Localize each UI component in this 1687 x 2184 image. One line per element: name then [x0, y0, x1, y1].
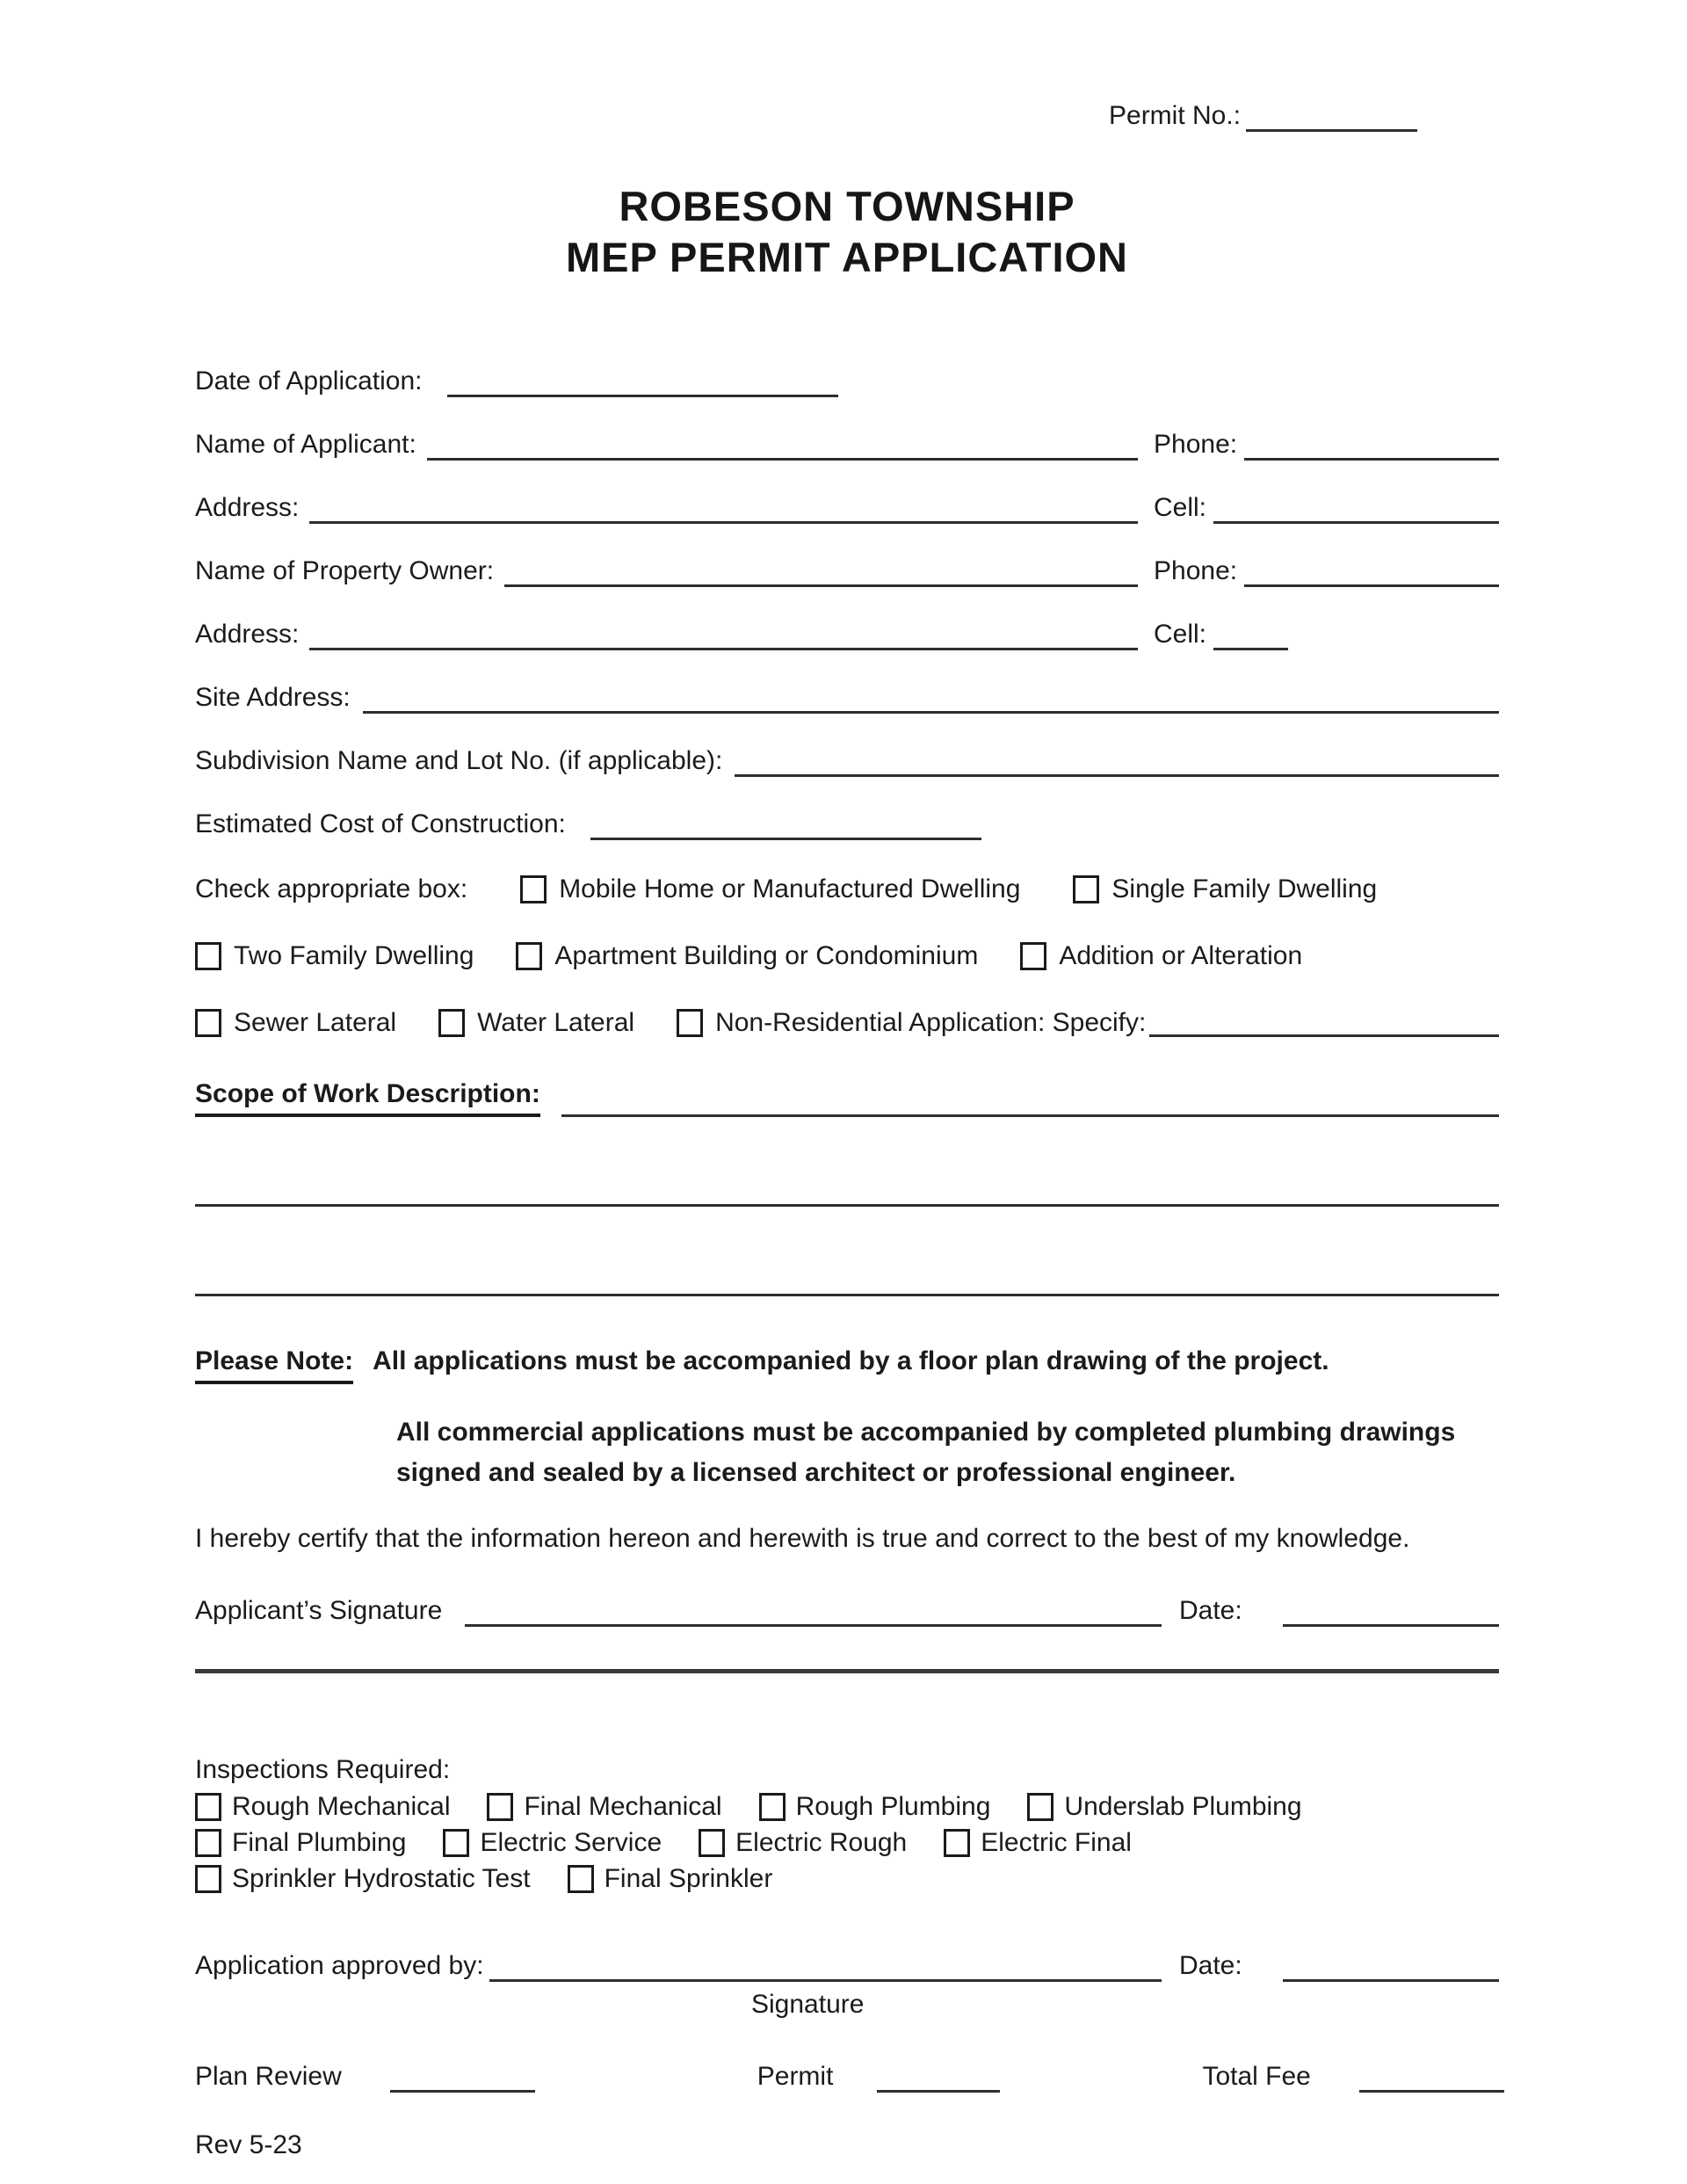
please-note-row [195, 1344, 1499, 1384]
option-electric-final [944, 1825, 1132, 1860]
checkbox-water-lateral[interactable] [438, 1009, 465, 1037]
owner-cell-field[interactable] [1213, 622, 1288, 650]
option-two-family [195, 939, 474, 974]
option-single-family [1073, 872, 1377, 907]
checkbox-electric-rough[interactable] [699, 1829, 725, 1857]
owner-phone-label: Phone: [1154, 556, 1238, 585]
owner-address-field[interactable] [309, 622, 1138, 650]
application-approved-row [195, 1950, 1499, 1982]
permit-no-row [195, 0, 1499, 132]
site-address-field[interactable] [363, 686, 1499, 714]
checkbox-two-family[interactable] [195, 942, 221, 970]
option-final-mechanical-label: Final Mechanical [524, 1792, 722, 1821]
please-note-label: Please Note: [195, 1344, 353, 1384]
date-of-application-label: Date of Application: [195, 366, 423, 395]
owner-address-label: Address: [195, 620, 300, 649]
owner-name-field[interactable] [504, 559, 1138, 587]
checkbox-sewer-lateral[interactable] [195, 1009, 221, 1037]
option-final-mechanical [487, 1789, 721, 1824]
estimated-cost-field[interactable] [590, 812, 981, 840]
applicant-date-field[interactable] [1283, 1599, 1499, 1627]
checkbox-addition[interactable] [1020, 942, 1046, 970]
option-electric-service-label: Electric Service [480, 1828, 662, 1857]
option-underslab-plumbing [1027, 1789, 1301, 1824]
check-box-prompt: Check appropriate box: [195, 874, 468, 903]
checkbox-final-sprinkler[interactable] [568, 1865, 594, 1893]
approved-date-label: Date: [1179, 1951, 1242, 1980]
checkbox-electric-service[interactable] [443, 1829, 469, 1857]
scope-of-work-row [195, 1077, 1499, 1117]
approved-by-label: Application approved by: [195, 1951, 484, 1980]
option-addition-label: Addition or Alteration [1059, 941, 1303, 970]
applicant-address-field[interactable] [309, 496, 1138, 524]
fees-row [195, 2061, 1499, 2093]
option-final-plumbing-label: Final Plumbing [232, 1828, 407, 1857]
option-mobile-home [520, 872, 1020, 907]
applicant-cell-field[interactable] [1213, 496, 1499, 524]
option-electric-rough [699, 1825, 907, 1860]
revision-note: Rev 5-23 [195, 2130, 302, 2159]
owner-phone-field[interactable] [1244, 559, 1499, 587]
site-address-label: Site Address: [195, 683, 351, 712]
applicant-name-field[interactable] [427, 432, 1138, 461]
date-of-application-row [195, 366, 1499, 397]
owner-row [195, 555, 1499, 587]
option-sewer-lateral [195, 1005, 396, 1041]
inspections-row3 [195, 1861, 1499, 1896]
owner-name-label: Name of Property Owner: [195, 556, 495, 585]
checkbox-single-family[interactable] [1073, 875, 1099, 903]
option-rough-plumbing-label: Rough Plumbing [795, 1792, 991, 1821]
option-electric-rough-label: Electric Rough [735, 1828, 908, 1857]
certification-statement: I hereby certify that the information hereon and herewith is true and correct to the best of my knowledge. [195, 1524, 1410, 1553]
applicant-signature-label: Applicant’s Signature [195, 1596, 443, 1625]
scope-of-work-label: Scope of Work Description: [195, 1077, 540, 1117]
form-title [195, 181, 1499, 283]
date-of-application-field[interactable] [447, 369, 838, 397]
option-sprinkler-hydrostatic-label: Sprinkler Hydrostatic Test [232, 1864, 531, 1893]
option-sprinkler-hydrostatic [195, 1861, 531, 1896]
building-type-row2 [195, 939, 1499, 974]
plan-review-label: Plan Review [195, 2062, 342, 2091]
checkbox-mobile-home[interactable] [520, 875, 547, 903]
inspections-row2 [195, 1825, 1499, 1860]
applicant-phone-field[interactable] [1244, 432, 1499, 461]
applicant-date-label: Date: [1179, 1596, 1242, 1625]
inspections-heading: Inspections Required: [195, 1755, 451, 1784]
option-underslab-plumbing-label: Underslab Plumbing [1064, 1792, 1302, 1821]
applicant-signature-row [195, 1595, 1499, 1627]
section-divider [195, 1669, 1499, 1673]
option-electric-final-label: Electric Final [981, 1828, 1132, 1857]
owner-cell-label: Cell: [1154, 620, 1207, 649]
subdivision-label: Subdivision Name and Lot No. (if applicable): [195, 746, 723, 775]
scope-of-work-line2[interactable] [195, 1175, 1499, 1207]
option-water-lateral-label: Water Lateral [477, 1008, 635, 1037]
checkbox-final-mechanical[interactable] [487, 1793, 513, 1821]
option-apartment-label: Apartment Building or Condominium [554, 941, 979, 970]
plan-review-group [195, 2061, 535, 2093]
estimated-cost-label: Estimated Cost of Construction: [195, 809, 566, 838]
checkbox-non-residential[interactable] [677, 1009, 703, 1037]
permit-fee-field[interactable] [877, 2064, 1000, 2093]
applicant-address-label: Address: [195, 493, 300, 522]
option-single-family-label: Single Family Dwelling [1111, 874, 1378, 903]
option-electric-service [443, 1825, 662, 1860]
checkbox-final-plumbing[interactable] [195, 1829, 221, 1857]
estimated-cost-row [195, 809, 1499, 840]
option-final-sprinkler [568, 1861, 773, 1896]
building-type-row1 [195, 872, 1499, 907]
non-residential-specify-field[interactable] [1149, 1009, 1499, 1037]
applicant-name-label: Name of Applicant: [195, 430, 416, 459]
option-mobile-home-label: Mobile Home or Manufactured Dwelling [559, 874, 1021, 903]
option-rough-mechanical [195, 1789, 450, 1824]
form-title-line2: MEP PERMIT APPLICATION [566, 234, 1128, 280]
applicant-cell-label: Cell: [1154, 493, 1207, 522]
option-rough-mechanical-label: Rough Mechanical [232, 1792, 451, 1821]
applicant-row [195, 429, 1499, 461]
option-non-residential-label: Non-Residential Application: Specify: [715, 1008, 1147, 1037]
scope-of-work-line1[interactable] [561, 1089, 1499, 1117]
approved-date-field[interactable] [1283, 1954, 1499, 1982]
total-fee-label: Total Fee [1202, 2062, 1311, 2091]
inspections-row1 [195, 1789, 1499, 1824]
total-fee-group [1202, 2061, 1503, 2093]
option-non-residential [677, 1005, 1499, 1041]
approved-by-signature-field[interactable] [489, 1954, 1162, 1982]
permit-no-label: Permit No.: [1109, 101, 1242, 130]
option-final-sprinkler-label: Final Sprinkler [604, 1864, 773, 1893]
owner-address-row [195, 619, 1499, 650]
subdivision-field[interactable] [735, 749, 1499, 777]
option-addition [1020, 939, 1302, 974]
signature-caption: Signature [751, 1990, 865, 2019]
site-address-row [195, 682, 1499, 714]
total-fee-field[interactable] [1359, 2064, 1504, 2093]
checkbox-rough-plumbing[interactable] [759, 1793, 786, 1821]
note-floor-plan: All applications must be accompanied by a floor plan drawing of the project. [373, 1346, 1329, 1375]
checkbox-sprinkler-hydrostatic[interactable] [195, 1865, 221, 1893]
option-final-plumbing [195, 1825, 406, 1860]
checkbox-rough-mechanical[interactable] [195, 1793, 221, 1821]
building-type-row3 [195, 1005, 1499, 1041]
option-sewer-lateral-label: Sewer Lateral [234, 1008, 397, 1037]
note-commercial: All commercial applications must be accompanied by completed plumbing drawings signed and sealed by a licensed architect or professional engineer. [396, 1418, 1456, 1487]
option-two-family-label: Two Family Dwelling [234, 941, 474, 970]
permit-fee-label: Permit [757, 2062, 834, 2091]
applicant-signature-field[interactable] [465, 1599, 1162, 1627]
option-water-lateral [438, 1005, 634, 1041]
subdivision-row [195, 745, 1499, 777]
plan-review-field[interactable] [390, 2064, 535, 2093]
option-rough-plumbing [759, 1789, 991, 1824]
form-title-line1: ROBESON TOWNSHIP [619, 183, 1075, 229]
permit-fee-group [757, 2061, 1001, 2093]
checkbox-apartment[interactable] [516, 942, 542, 970]
applicant-address-row [195, 492, 1499, 524]
option-apartment [516, 939, 978, 974]
applicant-phone-label: Phone: [1154, 430, 1238, 459]
scope-of-work-line3[interactable] [195, 1265, 1499, 1296]
permit-no-field[interactable] [1246, 104, 1417, 132]
checkbox-electric-final[interactable] [944, 1829, 970, 1857]
checkbox-underslab-plumbing[interactable] [1027, 1793, 1053, 1821]
